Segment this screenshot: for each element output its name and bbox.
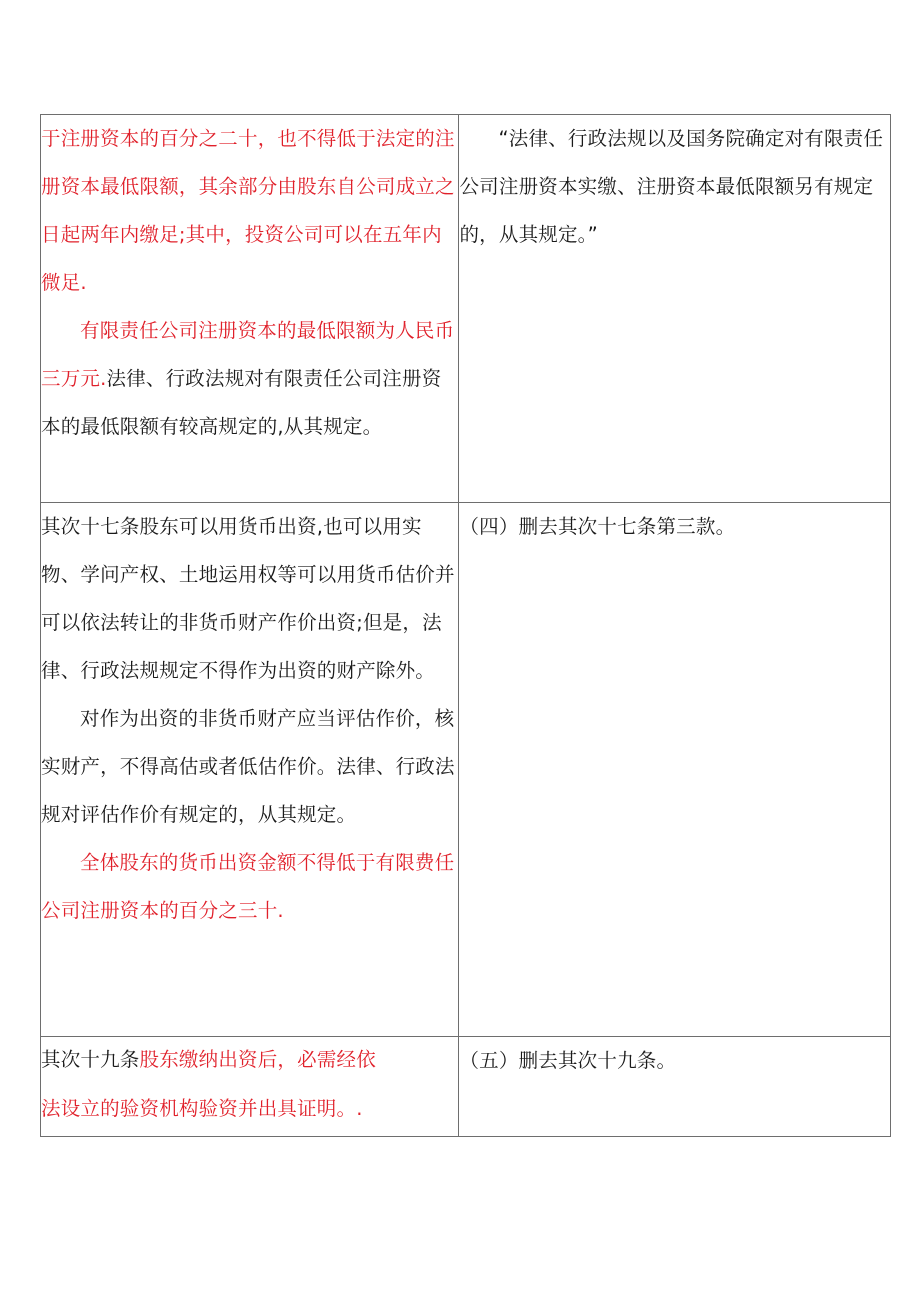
article-label: 其次十九条	[41, 1048, 140, 1071]
paragraph-delete-27-3: （四）删去其次十七条第三款。	[459, 515, 736, 538]
amended-text-cell	[459, 115, 891, 503]
paragraph-article-27: 其次十七条股东可以用货币出资,也可以用实物、学问产权、土地运用权等可以用货币估价并可以依法转让的非货币财产作价出资;但是，法律、行政法规规定不得作为出资的财产除外。	[41, 515, 455, 682]
original-text-cell	[41, 1037, 459, 1137]
paragraph-article-29	[41, 1037, 458, 1083]
paragraph-quoted-provision: “法律、行政法规以及国务院确定对有限责任公司注册资本实缴、注册资本最低限额另有规定的，从其规定。”	[459, 127, 884, 246]
paragraph-article-29-cont: 法设立的验资机构验资并出具证明。.	[41, 1097, 363, 1120]
red-text: 有限责任公司注册资本的最低限额为人民币三万元.	[41, 319, 455, 390]
table-row	[41, 1037, 891, 1137]
original-text-cell	[41, 115, 459, 503]
paragraph-valuation: 对作为出资的非货币财产应当评估作价，核实财产，不得高估或者低估作价。法律、行政法规对评估作价有规定的，从其规定。	[41, 707, 455, 826]
body-text: 法律、行政法规对有限责任公司注册资本的最低限额有较高规定的,从其规定。	[41, 367, 442, 438]
amended-text-cell	[459, 503, 891, 1037]
paragraph-capital-contribution: 于注册资本的百分之二十，也不得低于法定的注册资本最低限额，其余部分由股东自公司成立之日起两年内缴足;其中，投资公司可以在五年内微足.	[41, 127, 455, 294]
original-text-cell	[41, 503, 459, 1037]
red-text: 股东缴纳出资后，必需经依	[139, 1048, 376, 1071]
paragraph-delete-29: （五）删去其次十九条。	[459, 1049, 677, 1072]
paragraph-minimum-capital	[41, 307, 458, 451]
table-row	[41, 115, 891, 503]
amendment-comparison-table	[40, 114, 891, 1137]
table-row	[41, 503, 891, 1037]
paragraph-monetary-contribution: 全体股东的货币出资金额不得低于有限费任公司注册资本的百分之三十.	[41, 851, 455, 922]
amended-text-cell	[459, 1037, 891, 1137]
